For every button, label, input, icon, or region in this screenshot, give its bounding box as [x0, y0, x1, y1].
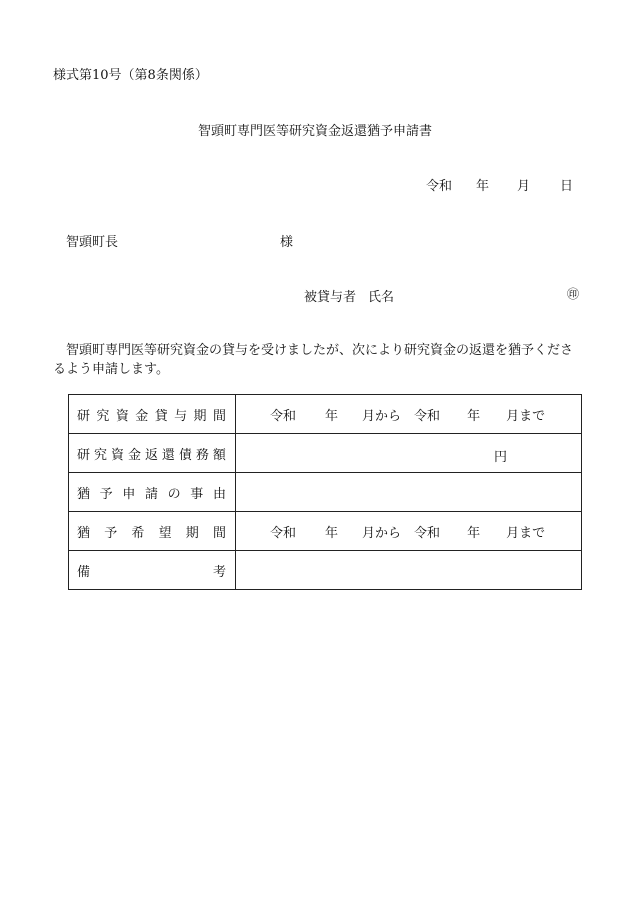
- date-day-label: 日: [560, 179, 574, 194]
- period-start-era: 令和: [270, 408, 297, 424]
- period-end-year: 年: [467, 408, 481, 424]
- label-char: 間: [212, 525, 226, 541]
- remarks-field: [236, 551, 582, 590]
- label-char: 資: [110, 447, 124, 463]
- period-start-year: 年: [325, 525, 339, 541]
- reason-field: [236, 473, 582, 512]
- table-row-desired-period: [69, 512, 582, 551]
- label-char: 務: [195, 447, 209, 463]
- label-char: 望: [158, 525, 172, 541]
- table-row-reason: [69, 473, 582, 512]
- period-end-era: 令和: [414, 408, 441, 424]
- label-char: 資: [115, 408, 129, 424]
- row-label-remarks: [69, 551, 236, 590]
- label-char: 事: [190, 486, 204, 502]
- date-line: [426, 175, 573, 194]
- application-statement: 智頭町専門医等研究資金の貸与を受けましたが、次により研究資金の返還を猶予くださるよう申請します。: [53, 343, 574, 377]
- label-char: 猶: [77, 486, 91, 502]
- label-char: 予: [99, 486, 113, 502]
- recipient-name: 智頭町長: [66, 235, 119, 250]
- label-char: 究: [93, 447, 107, 463]
- table-row-loan-period: [69, 395, 582, 434]
- label-char: 期: [185, 525, 199, 541]
- label-char: 研: [77, 447, 91, 463]
- label-char: 備: [77, 564, 91, 580]
- application-table: [68, 394, 582, 590]
- label-char: 予: [104, 525, 118, 541]
- loan-period-text: [236, 405, 581, 424]
- row-label-desired-period: [69, 512, 236, 551]
- row-label-reason: [69, 473, 236, 512]
- yen-unit: 円: [494, 450, 508, 465]
- label-char: 額: [212, 447, 226, 463]
- period-start-month: 月から: [362, 408, 402, 424]
- label-char: 考: [212, 564, 226, 580]
- label-char: 申: [122, 486, 136, 502]
- row-label-loan-period: [69, 395, 236, 434]
- label-char: 債: [178, 447, 192, 463]
- desired-period-field: [236, 512, 582, 551]
- label-char: 請: [144, 486, 158, 502]
- borrower-role: 被貸与者: [304, 290, 357, 305]
- label-char: 還: [161, 447, 175, 463]
- table-row-remarks: [69, 551, 582, 590]
- date-era: 令和: [426, 179, 453, 194]
- label-char: 与: [174, 408, 188, 424]
- period-start-era: 令和: [270, 525, 297, 541]
- label-char: の: [167, 486, 181, 502]
- date-year-label: 年: [476, 179, 490, 194]
- label-char: 貸: [154, 408, 168, 424]
- form-number-label: 様式第10号（第8条関係）: [53, 68, 208, 83]
- label-char: 猶: [77, 525, 91, 541]
- label-char: 金: [127, 447, 141, 463]
- date-month-label: 月: [517, 179, 531, 194]
- period-end-era: 令和: [414, 525, 441, 541]
- period-end-month: 月まで: [506, 525, 546, 541]
- label-char: 返: [144, 447, 158, 463]
- table-row-repayment-amount: [69, 434, 582, 473]
- label-char: 究: [96, 408, 110, 424]
- repayment-amount-field: [236, 434, 582, 473]
- period-end-month: 月まで: [506, 408, 546, 424]
- label-char: 期: [193, 408, 207, 424]
- label-char: 研: [77, 408, 91, 424]
- borrower-line: [304, 286, 394, 305]
- loan-period-field: [236, 395, 582, 434]
- document-title: 智頭町専門医等研究資金返還猶予申請書: [197, 124, 432, 139]
- row-label-repayment-amount: [69, 434, 236, 473]
- label-char: 金: [135, 408, 149, 424]
- period-start-year: 年: [325, 408, 339, 424]
- period-end-year: 年: [467, 525, 481, 541]
- recipient-honorific: 様: [280, 235, 294, 250]
- period-start-month: 月から: [362, 525, 402, 541]
- label-char: 希: [131, 525, 145, 541]
- label-char: 由: [212, 486, 226, 502]
- seal-mark: ㊞: [567, 287, 580, 301]
- borrower-name-label: 氏名: [368, 290, 395, 305]
- label-char: 間: [212, 408, 226, 424]
- desired-period-text: [236, 522, 581, 541]
